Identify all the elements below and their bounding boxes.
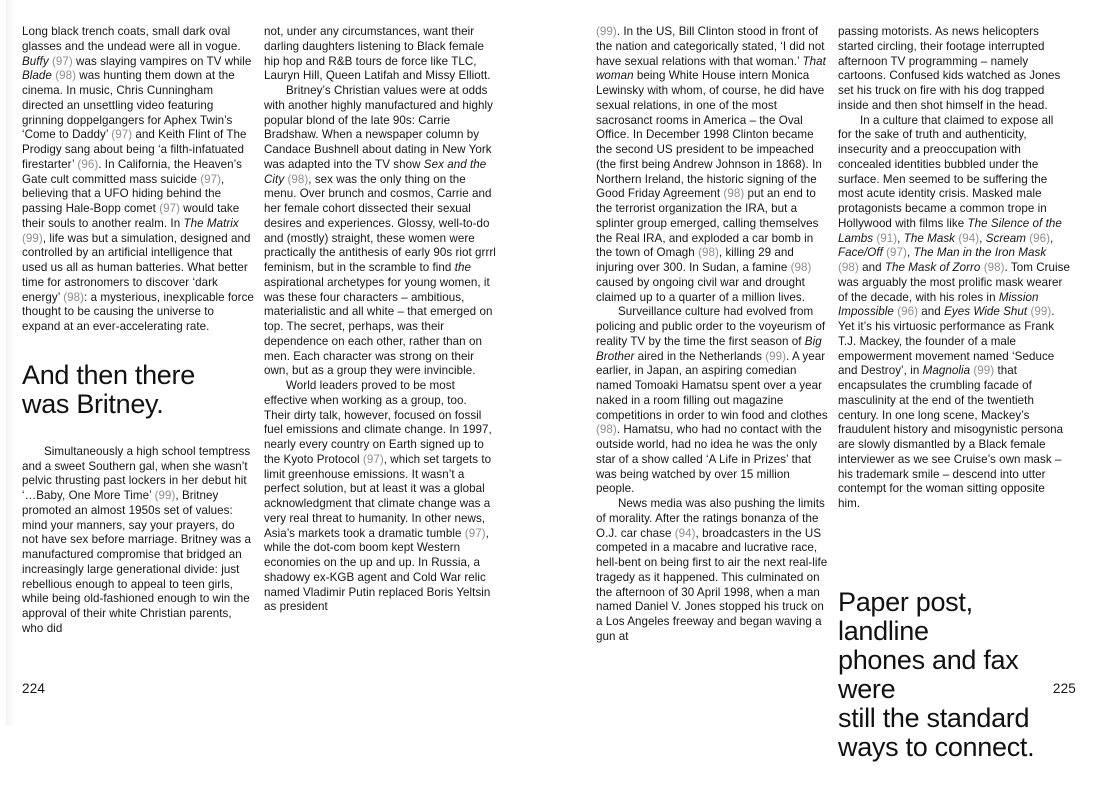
year-ref: (98) [790,261,812,274]
year-ref: (98) [698,246,719,260]
year-ref: (98) [55,69,77,83]
year-ref: (99) [22,231,43,245]
body-paragraph: World leaders proved to be most effective when working as a group, too. Their dirty talk, however, focused on fossil fuel emissions and climate change. In 1997, nearly every country on Earth signed up to the Kyoto Protocol (97), which set targets to limit greenhouse emissions. It wasn’t a perfect solution, but at least it was a global acknowledgment that climate change was a very real threat to humanity. In other news, Asia’s markets took a dramatic tumble (97), while the dot-com boom kept Western economies on the up and up. In Russia, a shadowy ex-KGB agent and Cold War relic named Vladimir Putin replaced Boris Yeltsin as president [264,379,492,614]
body-paragraph: not, under any circumstances, want their darling daughters listening to Black female hip hop and R&B tours de force like TLC, Lauryn Hill, Queen Latifah and Missy Elliott. [264,25,491,83]
year-ref: (97) [159,202,181,215]
year-ref: (97) [200,172,222,186]
body-paragraph: Long black trench coats, small dark oval glasses and the undead were all in vogue. Buffy (97) was slaying vampires on TV while Blade (98) was hunting them down at the cinema. In music, Chris Cunningham directed an unsettling video featuring grinning doppelgangers for Aphex Twin’s ‘Come to Daddy’ (97) and Keith Flint of The Prodigy sang about being ‘a filth-infatuated firestarter’ (96). In California, the Heaven’s Gate cult committed mass suicide (97), believing that a UFO hiding behind the passing Hale-Bopp comet (97) would take their souls to another realm. In The Matrix (99), life was but a simulation, designed and controlled by an artificial intelligence that used us all as human batteries. What better time for astronomers to discover ‘dark energy’ (98): a mysterious, inexplicable force thought to be causing the universe to expand at an ever-accelerating rate. [22,25,254,333]
year-ref: (96) [1029,231,1051,245]
body-paragraph: passing motorists. As news helicopters started circling, their footage interrupted afternoon TV programming – namely cartoons. Confused kids watched as Jones set his truck on fire with his dog trapped inside and then shot himself in the head. [838,25,1061,112]
page-edge-shadow [6,0,16,725]
year-ref: (98) [723,187,745,201]
year-ref: (97) [51,54,73,68]
text-column-left-page-1 [22,25,254,637]
year-ref: (97) [111,128,133,142]
year-ref: (96) [897,305,919,319]
year-ref: (98) [838,261,859,274]
body-paragraph: (99). In the US, Bill Clinton stood in front of the nation and categorically stated, ‘I did not have sexual relations with that woman.’ That woman being White House intern Monica Lewinsky with whom, of course, he did have sexual relations, in one of the most sacrosanct rooms in America – the Oval Office. In December 1998 Clinton became the second US president to be impeached (the first being Andrew Johnson in 1868). In Northern Ireland, the historic signing of the Good Friday Agreement (98) put an end to the terrorist organization the IRA, but a splinter group emerged, calling themselves the Real IRA, and exploded a car bomb in the town of Omagh (98), killing 29 and injuring over 300. In Sudan, a famine (98) caused by ongoing civil war and drought claimed up to a quarter of a million lives. [596,25,826,304]
year-ref: (99) [154,489,176,502]
year-ref: (97) [362,452,384,466]
year-ref: (99) [765,349,787,363]
year-ref: (98) [983,261,1005,274]
year-ref: (99) [973,364,995,378]
text-column-right-page-2 [838,25,1070,788]
body-paragraph: Surveillance culture had evolved from policing and public order to the voyeurism of reality TV by the time the first season of Big Brother aired in the Netherlands (99). A year earlier, in Japan, an aspiring comedian named Tomoaki Hamatsu spent over a year naked in a room filling out magazine competitions in order to win food and clothes (98). Hamatsu, who had no contact with the outside world, had no idea he was the only star of a show called ‘A Life in Prizes’ that was being watched by over 15 million people. [596,305,828,496]
text-column-right-page-1 [596,25,828,645]
year-ref: (96) [77,157,99,171]
year-ref: (97) [886,246,907,260]
year-ref: (91) [876,231,898,245]
year-ref: (97) [464,526,486,540]
year-ref: (99) [596,25,617,38]
year-ref: (94) [958,231,980,245]
year-ref: (98) [287,172,309,186]
text-column-left-page-2 [264,25,496,615]
body-paragraph: Britney’s Christian values were at odds with another highly manufactured and highly popular blond of the late 90s: Carrie Bradshaw. When a newspaper column by Candace Bushnell about dating in New York was adapted into the TV show Sex and the City (98), sex was the only thing on the menu. Over brunch and cosmos, Carrie and her female cohort dissected their sexual desires and experiences. Glossy, well-to-do and (mostly) straight, these women were practically the antithesis of early 90s riot grrrl feminism, but in the scramble to find the aspirational archetypes for young women, it was these four characters – ambitious, materialistic and all white – that emerged on top. The secret, perhaps, was their dependence on each other, rather than on men. Each character was strong on their own, but as a group they were invincible. [264,84,496,378]
body-paragraph: News media was also pushing the limits of morality. After the ratings bonanza of the O.J. car chase (94), broadcasters in the US competed in a macabre and lucrative race, hell-bent on being first to air the next real-life tragedy as it happened. This culminated on the afternoon of 30 April 1998, when a man named Daniel V. Jones stopped his truck on a Los Angeles freeway and began waving a gun at [596,497,828,643]
year-ref: (98) [596,423,617,437]
year-ref: (99) [1030,305,1052,319]
section-heading: And then there was Britney. [22,359,195,419]
year-ref: (98) [63,290,85,304]
body-paragraph: In a culture that claimed to expose all for the sake of truth and authenticity, insecurity and a preoccupation with concealed identities bubbled under the surface. Men seemed to be suffering the most acute identity crisis. Masked male protagonists became a common trope in Hollywood with films like The Silence of the Lambs (91), The Mask (94), Scream (96), Face/Off (97), The Man in the Iron Mask (98) and The Mask of Zorro (98). Tom Cruise was arguably the most prolific mask wearer of the decade, with his roles in Mission Impossible (96) and Eyes Wide Shut (99). Yet it’s his virtuosic performance as Frank T.J. Mackey, the founder of a male empowerment movement named ‘Seduce and Destroy’, in Magnolia (99) that encapsulates the crumbling facade of masculinity at the end of the twentieth century. In one long scene, Mackey’s fraudulent history and misogynistic persona are slowly dismantled by a Black female interviewer as we see Cruise’s own mask – his trademark smile – descend into utter contempt for the woman sitting opposite him. [838,113,1071,510]
page-number-left: 224 [22,681,46,696]
body-paragraph: Simultaneously a high school temptress and a sweet Southern gal, when she wasn’t pelvic thrusting past lockers in her debut hit ‘…Baby, One More Time’ (99), Britney promoted an almost 1950s set of values: mind your manners, say your prayers, do not have sex before marriage. Britney was a manufactured compromise that bridged an increasingly large generational divide: just rebellious enough to appeal to teen girls, while being old-fashioned enough to win the approval of their white Christian parents, who did [22,444,251,635]
year-ref: (94) [674,526,696,540]
section-heading: Paper post, landline phones and fax were still the standard ways to connect. [838,586,1035,762]
page-number-right: 225 [1052,681,1076,696]
